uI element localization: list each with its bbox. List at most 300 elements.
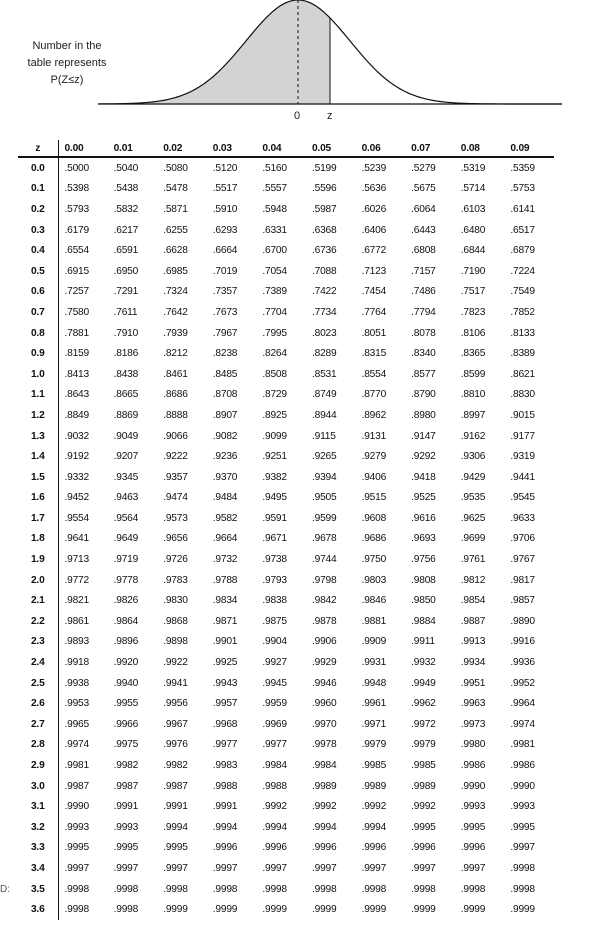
row-z-value: 0.4 bbox=[18, 240, 58, 261]
table-row bbox=[18, 179, 554, 200]
probability-cell: .9994 bbox=[212, 821, 238, 833]
probability-cell: .9991 bbox=[113, 801, 139, 813]
z-label: z bbox=[327, 110, 333, 122]
probability-cell: .9938 bbox=[64, 677, 89, 689]
probability-cell: .9838 bbox=[262, 595, 287, 607]
probability-cell: .9719 bbox=[113, 554, 139, 566]
probability-cell: .8106 bbox=[460, 327, 486, 339]
probability-cell: .7910 bbox=[113, 327, 139, 339]
z-table-body bbox=[18, 157, 554, 920]
probability-cell: .9382 bbox=[262, 471, 287, 483]
probability-cell: .9846 bbox=[361, 595, 387, 607]
probability-cell: .7157 bbox=[411, 265, 436, 277]
probability-cell: .9943 bbox=[212, 677, 238, 689]
probability-cell: .9812 bbox=[460, 574, 486, 586]
row-z-value: 2.9 bbox=[18, 755, 58, 776]
table-row bbox=[18, 632, 554, 653]
probability-cell: .9997 bbox=[460, 862, 486, 874]
probability-cell: .9925 bbox=[212, 657, 238, 669]
probability-cell: .8849 bbox=[64, 409, 89, 421]
probability-cell: .9319 bbox=[510, 451, 535, 463]
probability-cell: .5398 bbox=[64, 183, 89, 195]
column-header: 0.08 bbox=[455, 140, 505, 157]
probability-cell: .9994 bbox=[163, 821, 188, 833]
probability-cell: .9929 bbox=[311, 657, 337, 669]
probability-cell: .9992 bbox=[411, 801, 436, 813]
probability-cell: .6591 bbox=[113, 245, 139, 257]
table-row bbox=[18, 529, 554, 550]
probability-cell: .7422 bbox=[311, 286, 337, 298]
table-row bbox=[18, 282, 554, 303]
probability-cell: .9884 bbox=[411, 615, 436, 627]
probability-cell: .7549 bbox=[510, 286, 535, 298]
table-row bbox=[18, 261, 554, 282]
probability-cell: .8869 bbox=[113, 409, 139, 421]
probability-cell: .9633 bbox=[510, 512, 535, 524]
probability-cell: .6628 bbox=[163, 245, 188, 257]
probability-cell: .9357 bbox=[163, 471, 188, 483]
probability-cell: .9998 bbox=[460, 883, 486, 895]
probability-cell: .8907 bbox=[212, 409, 238, 421]
row-z-value: 1.2 bbox=[18, 405, 58, 426]
probability-cell: .9904 bbox=[262, 636, 287, 648]
probability-cell: .9980 bbox=[460, 739, 486, 751]
probability-cell: .9854 bbox=[460, 595, 486, 607]
probability-cell: .5557 bbox=[262, 183, 287, 195]
probability-cell: .9772 bbox=[64, 574, 89, 586]
probability-cell: .9993 bbox=[510, 801, 535, 813]
row-z-value: 1.9 bbox=[18, 549, 58, 570]
probability-cell: .8830 bbox=[510, 389, 535, 401]
probability-cell: .9649 bbox=[113, 533, 139, 545]
probability-cell: .9842 bbox=[311, 595, 337, 607]
probability-cell: .9940 bbox=[113, 677, 139, 689]
probability-cell: .9750 bbox=[361, 554, 387, 566]
table-row bbox=[18, 405, 554, 426]
probability-cell: .5199 bbox=[311, 162, 337, 174]
probability-cell: .9015 bbox=[510, 409, 535, 421]
row-z-value: 0.6 bbox=[18, 282, 58, 303]
probability-cell: .6554 bbox=[64, 245, 89, 257]
probability-cell: .9641 bbox=[64, 533, 89, 545]
probability-cell: .7088 bbox=[311, 265, 337, 277]
probability-cell: .9778 bbox=[113, 574, 139, 586]
probability-cell: .9495 bbox=[262, 492, 287, 504]
probability-cell: .6736 bbox=[311, 245, 337, 257]
probability-cell: .9989 bbox=[361, 780, 387, 792]
probability-cell: .9131 bbox=[361, 430, 387, 442]
probability-cell: .9591 bbox=[262, 512, 287, 524]
probability-cell: .9441 bbox=[510, 471, 535, 483]
probability-cell: .9406 bbox=[361, 471, 387, 483]
column-header: 0.01 bbox=[108, 140, 158, 157]
probability-cell: .8289 bbox=[311, 348, 337, 360]
probability-cell: .9991 bbox=[212, 801, 238, 813]
probability-cell: .9066 bbox=[163, 430, 188, 442]
probability-cell: .9985 bbox=[361, 760, 387, 772]
probability-cell: .9901 bbox=[212, 636, 238, 648]
probability-cell: .9920 bbox=[113, 657, 139, 669]
probability-cell: .6879 bbox=[510, 245, 535, 257]
probability-cell: .9990 bbox=[510, 780, 535, 792]
probability-cell: .9997 bbox=[64, 862, 89, 874]
probability-cell: .5040 bbox=[113, 162, 139, 174]
probability-cell: .7389 bbox=[262, 286, 287, 298]
probability-cell: .7291 bbox=[113, 286, 139, 298]
probability-cell: .9989 bbox=[311, 780, 337, 792]
probability-cell: .9948 bbox=[361, 677, 387, 689]
table-row bbox=[18, 714, 554, 735]
probability-cell: .9345 bbox=[113, 471, 139, 483]
probability-cell: .9931 bbox=[361, 657, 387, 669]
probability-cell: .9082 bbox=[212, 430, 238, 442]
probability-cell: .9992 bbox=[361, 801, 387, 813]
probability-cell: .9864 bbox=[113, 615, 139, 627]
table-row bbox=[18, 549, 554, 570]
probability-cell: .9994 bbox=[361, 821, 387, 833]
probability-cell: .6443 bbox=[411, 224, 436, 236]
row-z-value: 1.5 bbox=[18, 467, 58, 488]
row-z-value: 0.1 bbox=[18, 179, 58, 200]
probability-cell: .9049 bbox=[113, 430, 139, 442]
probability-cell: .9993 bbox=[64, 821, 89, 833]
probability-cell: .6331 bbox=[262, 224, 287, 236]
probability-cell: .7580 bbox=[64, 306, 89, 318]
probability-cell: .9965 bbox=[64, 718, 89, 730]
probability-cell: .9732 bbox=[212, 554, 238, 566]
table-row bbox=[18, 508, 554, 529]
probability-cell: .9999 bbox=[163, 904, 188, 916]
probability-cell: .9616 bbox=[411, 512, 436, 524]
probability-cell: .9857 bbox=[510, 595, 535, 607]
table-row bbox=[18, 776, 554, 797]
probability-cell: .8790 bbox=[411, 389, 436, 401]
row-z-value: 1.0 bbox=[18, 364, 58, 385]
probability-cell: .8340 bbox=[411, 348, 436, 360]
probability-cell: .9834 bbox=[212, 595, 238, 607]
probability-cell: .9738 bbox=[262, 554, 287, 566]
probability-cell: .9998 bbox=[361, 883, 387, 895]
probability-cell: .9452 bbox=[64, 492, 89, 504]
probability-cell: .9977 bbox=[212, 739, 238, 751]
probability-cell: .9969 bbox=[262, 718, 287, 730]
probability-cell: .5596 bbox=[311, 183, 337, 195]
row-z-value: 3.4 bbox=[18, 858, 58, 879]
probability-cell: .9953 bbox=[64, 698, 89, 710]
probability-cell: .9997 bbox=[212, 862, 238, 874]
probability-cell: .5120 bbox=[212, 162, 238, 174]
probability-cell: .9573 bbox=[163, 512, 188, 524]
probability-cell: .9996 bbox=[212, 842, 238, 854]
probability-cell: .9893 bbox=[64, 636, 89, 648]
table-row bbox=[18, 838, 554, 859]
table-row bbox=[18, 858, 554, 879]
probability-cell: .7852 bbox=[510, 306, 535, 318]
probability-cell: .7190 bbox=[460, 265, 486, 277]
probability-cell: .8686 bbox=[163, 389, 188, 401]
probability-cell: .9999 bbox=[311, 904, 337, 916]
probability-cell: .9222 bbox=[163, 451, 188, 463]
probability-cell: .6517 bbox=[510, 224, 535, 236]
probability-cell: .9995 bbox=[113, 842, 139, 854]
probability-cell: .9306 bbox=[460, 451, 486, 463]
caption-line: P(Z≤z) bbox=[50, 74, 84, 86]
probability-cell: .8599 bbox=[460, 368, 486, 380]
probability-cell: .5279 bbox=[411, 162, 436, 174]
probability-cell: .9998 bbox=[113, 904, 139, 916]
probability-cell: .9656 bbox=[163, 533, 188, 545]
probability-cell: .5080 bbox=[163, 162, 188, 174]
probability-cell: .5319 bbox=[460, 162, 486, 174]
caption-line: table represents bbox=[27, 57, 107, 69]
probability-cell: .8621 bbox=[510, 368, 535, 380]
probability-cell: .9515 bbox=[361, 492, 387, 504]
row-z-value: 0.5 bbox=[18, 261, 58, 282]
probability-cell: .9032 bbox=[64, 430, 89, 442]
probability-cell: .9850 bbox=[411, 595, 436, 607]
table-row bbox=[18, 817, 554, 838]
probability-cell: .8238 bbox=[212, 348, 238, 360]
probability-cell: .9963 bbox=[460, 698, 486, 710]
probability-cell: .6141 bbox=[510, 203, 535, 215]
table-row bbox=[18, 590, 554, 611]
table-row bbox=[18, 899, 554, 920]
table-row bbox=[18, 796, 554, 817]
probability-cell: .8810 bbox=[460, 389, 486, 401]
probability-cell: .9918 bbox=[64, 657, 89, 669]
probability-cell: .9871 bbox=[212, 615, 238, 627]
row-z-value: 3.2 bbox=[18, 817, 58, 838]
probability-cell: .9997 bbox=[113, 862, 139, 874]
probability-cell: .6808 bbox=[411, 245, 436, 257]
row-z-value: 1.3 bbox=[18, 426, 58, 447]
probability-cell: .9996 bbox=[411, 842, 436, 854]
probability-cell: .9896 bbox=[113, 636, 139, 648]
probability-cell: .9664 bbox=[212, 533, 238, 545]
probability-cell: .8944 bbox=[311, 409, 337, 421]
probability-cell: .9961 bbox=[361, 698, 387, 710]
probability-cell: .7939 bbox=[163, 327, 188, 339]
table-row bbox=[18, 652, 554, 673]
probability-cell: .9985 bbox=[411, 760, 436, 772]
probability-cell: .9932 bbox=[411, 657, 436, 669]
probability-cell: .9830 bbox=[163, 595, 188, 607]
probability-cell: .9995 bbox=[411, 821, 436, 833]
column-header-z: z bbox=[18, 140, 58, 157]
probability-cell: .8554 bbox=[361, 368, 387, 380]
row-z-value: 0.3 bbox=[18, 220, 58, 241]
z-table bbox=[18, 140, 554, 920]
probability-cell: .7454 bbox=[361, 286, 387, 298]
probability-cell: .9981 bbox=[510, 739, 535, 751]
probability-cell: .9599 bbox=[311, 512, 337, 524]
probability-cell: .9998 bbox=[64, 904, 89, 916]
probability-cell: .9941 bbox=[163, 677, 188, 689]
probability-cell: .7764 bbox=[361, 306, 387, 318]
probability-cell: .8438 bbox=[113, 368, 139, 380]
normal-curve-figure bbox=[0, 0, 594, 135]
probability-cell: .7486 bbox=[411, 286, 436, 298]
probability-cell: .9913 bbox=[460, 636, 486, 648]
probability-cell: .9998 bbox=[411, 883, 436, 895]
table-row bbox=[18, 199, 554, 220]
probability-cell: .9995 bbox=[510, 821, 535, 833]
probability-cell: .5000 bbox=[64, 162, 89, 174]
probability-cell: .9545 bbox=[510, 492, 535, 504]
table-row bbox=[18, 220, 554, 241]
probability-cell: .7794 bbox=[411, 306, 436, 318]
probability-cell: .9983 bbox=[212, 760, 238, 772]
probability-cell: .9999 bbox=[460, 904, 486, 916]
table-row bbox=[18, 467, 554, 488]
table-row bbox=[18, 693, 554, 714]
probability-cell: .9978 bbox=[311, 739, 337, 751]
probability-cell: .9999 bbox=[212, 904, 238, 916]
probability-cell: .9868 bbox=[163, 615, 188, 627]
probability-cell: .9909 bbox=[361, 636, 387, 648]
table-row bbox=[18, 343, 554, 364]
probability-cell: .9974 bbox=[64, 739, 89, 751]
probability-cell: .9370 bbox=[212, 471, 238, 483]
probability-cell: .9976 bbox=[163, 739, 188, 751]
probability-cell: .8485 bbox=[212, 368, 238, 380]
probability-cell: .9993 bbox=[460, 801, 486, 813]
probability-cell: .9993 bbox=[113, 821, 139, 833]
caption-line: Number in the bbox=[32, 40, 102, 52]
probability-cell: .8770 bbox=[361, 389, 387, 401]
probability-cell: .8708 bbox=[212, 389, 238, 401]
probability-cell: .6255 bbox=[163, 224, 188, 236]
probability-cell: .9996 bbox=[262, 842, 287, 854]
probability-cell: .9162 bbox=[460, 430, 486, 442]
probability-cell: .9817 bbox=[510, 574, 535, 586]
row-z-value: 2.4 bbox=[18, 652, 58, 673]
probability-cell: .9997 bbox=[163, 862, 188, 874]
probability-cell: .9972 bbox=[411, 718, 436, 730]
column-header: 0.06 bbox=[356, 140, 406, 157]
probability-cell: .9418 bbox=[411, 471, 436, 483]
probability-cell: .9982 bbox=[113, 760, 139, 772]
probability-cell: .9987 bbox=[64, 780, 89, 792]
probability-cell: .8186 bbox=[113, 348, 139, 360]
probability-cell: .9979 bbox=[361, 739, 387, 751]
probability-cell: .9992 bbox=[262, 801, 287, 813]
probability-cell: .9977 bbox=[262, 739, 287, 751]
column-header: 0.03 bbox=[207, 140, 257, 157]
column-header: 0.00 bbox=[58, 140, 108, 157]
probability-cell: .9783 bbox=[163, 574, 188, 586]
probability-cell: .8365 bbox=[460, 348, 486, 360]
shaded-area bbox=[98, 0, 330, 104]
table-row bbox=[18, 157, 554, 179]
probability-cell: .9788 bbox=[212, 574, 238, 586]
probability-cell: .9997 bbox=[510, 842, 535, 854]
probability-cell: .6480 bbox=[460, 224, 486, 236]
probability-cell: .9986 bbox=[510, 760, 535, 772]
row-z-value: 3.5 bbox=[18, 879, 58, 900]
probability-cell: .9265 bbox=[311, 451, 337, 463]
probability-cell: .6985 bbox=[163, 265, 188, 277]
probability-cell: .9999 bbox=[411, 904, 436, 916]
probability-cell: .9996 bbox=[460, 842, 486, 854]
probability-cell: .9996 bbox=[311, 842, 337, 854]
probability-cell: .9988 bbox=[262, 780, 287, 792]
probability-cell: .5359 bbox=[510, 162, 535, 174]
probability-cell: .8888 bbox=[163, 409, 188, 421]
probability-cell: .9147 bbox=[411, 430, 436, 442]
probability-cell: .9744 bbox=[311, 554, 337, 566]
probability-cell: .9463 bbox=[113, 492, 139, 504]
probability-cell: .8962 bbox=[361, 409, 387, 421]
probability-cell: .5832 bbox=[113, 203, 139, 215]
probability-cell: .9474 bbox=[163, 492, 188, 504]
probability-cell: .8925 bbox=[262, 409, 287, 421]
probability-cell: .9994 bbox=[262, 821, 287, 833]
probability-cell: .9995 bbox=[460, 821, 486, 833]
table-row bbox=[18, 879, 554, 900]
probability-cell: .8665 bbox=[113, 389, 139, 401]
probability-cell: .9767 bbox=[510, 554, 535, 566]
probability-cell: .9564 bbox=[113, 512, 139, 524]
probability-cell: .9251 bbox=[262, 451, 287, 463]
probability-cell: .9332 bbox=[64, 471, 89, 483]
probability-cell: .9957 bbox=[212, 698, 238, 710]
row-z-value: 1.8 bbox=[18, 529, 58, 550]
probability-cell: .9959 bbox=[262, 698, 287, 710]
column-header: 0.07 bbox=[405, 140, 455, 157]
probability-cell: .9998 bbox=[510, 883, 535, 895]
probability-cell: .8749 bbox=[311, 389, 337, 401]
probability-cell: .9726 bbox=[163, 554, 188, 566]
probability-cell: .8577 bbox=[411, 368, 436, 380]
column-header: 0.09 bbox=[504, 140, 554, 157]
row-z-value: 0.0 bbox=[18, 157, 58, 179]
probability-cell: .8389 bbox=[510, 348, 535, 360]
probability-cell: .8643 bbox=[64, 389, 89, 401]
table-row bbox=[18, 611, 554, 632]
probability-cell: .9996 bbox=[361, 842, 387, 854]
probability-cell: .9292 bbox=[411, 451, 436, 463]
probability-cell: .7123 bbox=[361, 265, 387, 277]
probability-cell: .6179 bbox=[64, 224, 89, 236]
probability-cell: .9995 bbox=[64, 842, 89, 854]
probability-cell: .8531 bbox=[311, 368, 337, 380]
probability-cell: .7517 bbox=[460, 286, 486, 298]
probability-cell: .9936 bbox=[510, 657, 535, 669]
probability-cell: .9525 bbox=[411, 492, 436, 504]
mean-label: 0 bbox=[294, 110, 301, 122]
probability-cell: .8078 bbox=[411, 327, 436, 339]
probability-cell: .8461 bbox=[163, 368, 188, 380]
probability-cell: .9484 bbox=[212, 492, 238, 504]
row-z-value: 2.6 bbox=[18, 693, 58, 714]
probability-cell: .6700 bbox=[262, 245, 287, 257]
probability-cell: .9177 bbox=[510, 430, 535, 442]
probability-cell: .9582 bbox=[212, 512, 238, 524]
column-header: 0.02 bbox=[157, 140, 207, 157]
probability-cell: .9992 bbox=[311, 801, 337, 813]
probability-cell: .9968 bbox=[212, 718, 238, 730]
probability-cell: .9955 bbox=[113, 698, 139, 710]
probability-cell: .5793 bbox=[64, 203, 89, 215]
table-row bbox=[18, 302, 554, 323]
probability-cell: .9991 bbox=[163, 801, 188, 813]
probability-cell: .9945 bbox=[262, 677, 287, 689]
probability-cell: .9686 bbox=[361, 533, 387, 545]
probability-cell: .8159 bbox=[64, 348, 89, 360]
probability-cell: .7019 bbox=[212, 265, 238, 277]
probability-cell: .7673 bbox=[212, 306, 238, 318]
